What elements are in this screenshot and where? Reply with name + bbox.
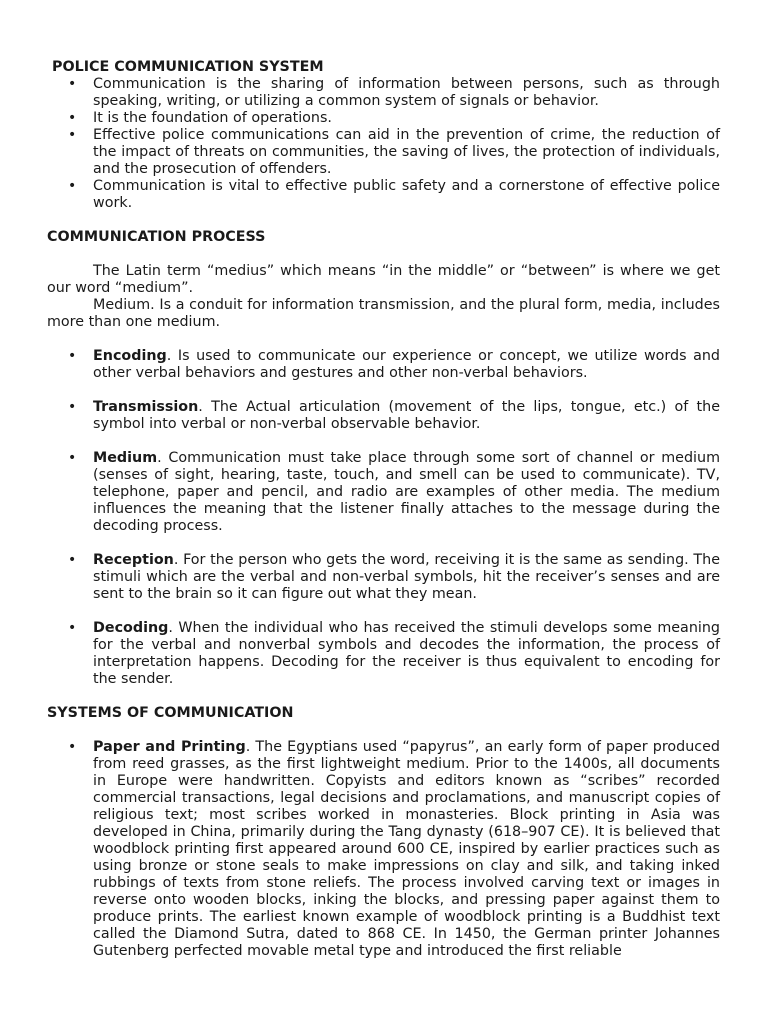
bullet-icon: • xyxy=(68,739,77,755)
list-item-decoding: • Decoding. When the individual who has received the stimuli develops some meaning for the verbal and nonverbal symbols and decodes the information, the process of interpretation happens. Decoding for the receiver is thus equivalent to encoding for the sender. xyxy=(68,620,720,687)
bullet-icon: • xyxy=(68,110,77,126)
police-communication-list xyxy=(47,76,720,212)
list-item-encoding: • Encoding. Is used to communicate our experience or concept, we utilize words and other verbal behaviors and gestures and other non-verbal behaviors. xyxy=(68,348,720,381)
list-item: • Effective police communications can aid in the prevention of crime, the reduction of the impact of threats on communities, the saving of lives, the protection of individuals, and the prosecution of offenders. xyxy=(68,127,720,177)
bullet-icon: • xyxy=(68,348,77,364)
communication-process-list xyxy=(47,348,720,382)
bullet-icon: • xyxy=(68,552,77,568)
bullet-icon: • xyxy=(68,620,77,636)
bullet-icon: • xyxy=(68,450,77,466)
list-item-paper-and-printing: • Paper and Printing. The Egyptians used “papyrus”, an early form of paper produced from reed grasses, as the first lightweight medium. Prior to the 1400s, all documents in Europe were handwritten. Copyists and editors known as “scribes” recorded commercial transactions, legal decisions and proclamations, and manuscript copies of religious text; most scribes worked in monasteries. Block printing in Asia was developed in China, primarily during the Tang dynasty (618–907 CE). It is believed that woodblock printing first appeared around 600 CE, inspired by earlier practices such as using bronze or stone seals to make impressions on clay and silk, and taking inked rubbings of texts from stone reliefs. The process involved carving text or images in reverse onto wooden blocks, inking the blocks, and pressing paper against them to produce prints. The earliest known example of woodblock printing is a Buddhist text called the Diamond Sutra, dated to 868 CE. In 1450, the German printer Johannes Gutenberg perfected movable metal type and introduced the first reliable xyxy=(68,739,721,959)
bullet-icon: • xyxy=(68,76,77,92)
document-page xyxy=(47,59,720,960)
bullet-icon: • xyxy=(68,399,77,415)
list-item-reception: • Reception. For the person who gets the word, receiving it is the same as sending. The stimuli which are the verbal and non-verbal symbols, hit the receiver’s senses and are sent to the brain so it can figure out what they mean. xyxy=(68,552,720,602)
paragraph-medium: Medium. Is a conduit for information transmission, and the plural form, media, includes more than one medium. xyxy=(47,297,720,330)
paragraph-medius: The Latin term “medius” which means “in the middle” or “between” is where we get our word “medium”. xyxy=(47,263,720,296)
section-title-police-communication: POLICE COMMUNICATION SYSTEM xyxy=(52,59,324,75)
bullet-icon: • xyxy=(68,178,77,194)
bullet-icon: • xyxy=(68,127,77,143)
systems-of-communication-list xyxy=(47,739,720,960)
list-item: • Communication is vital to effective public safety and a cornerstone of effective police work. xyxy=(68,178,720,211)
list-item: • It is the foundation of operations. xyxy=(68,110,332,126)
section-title-systems-of-communication: SYSTEMS OF COMMUNICATION xyxy=(47,705,294,721)
section-title-communication-process: COMMUNICATION PROCESS xyxy=(47,229,266,245)
list-item-medium: • Medium. Communication must take place through some sort of channel or medium (senses of sight, hearing, taste, touch, and smell can be used to communicate). TV, telephone, paper and pencil, and radio are examples of other media. The medium influences the meaning that the listener finally attaches to the message during the decoding process. xyxy=(68,450,720,534)
list-item: • Communication is the sharing of information between persons, such as through speaking, writing, or utilizing a common system of signals or behavior. xyxy=(68,76,720,109)
list-item-transmission: • Transmission. The Actual articulation (movement of the lips, tongue, etc.) of the symbol into verbal or non-verbal observable behavior. xyxy=(68,399,720,432)
